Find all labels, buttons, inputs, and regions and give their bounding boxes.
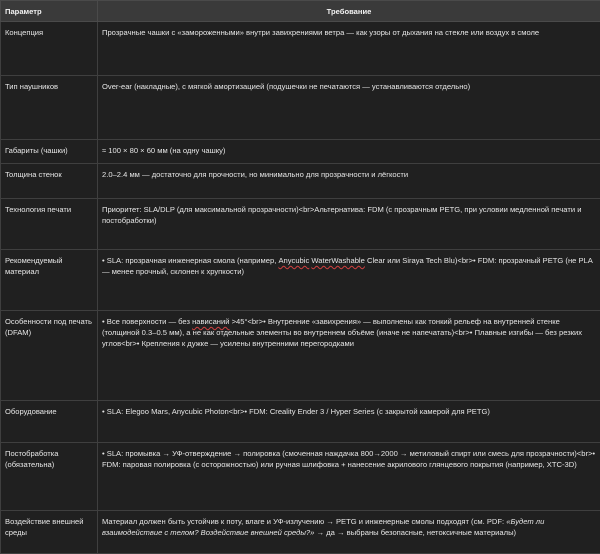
value-cell <box>98 511 600 554</box>
table-row <box>1 22 600 76</box>
value-cell: • SLA: промывка → УФ-отверждение → полировка (смоченная наждачка 800→2000 → метиловый спирт или смесь для прозрачности)<br>• FDM: паровая полировка (с осторожностью) или ручная шлифовка + нанесение акрилового глянцевого покрытия (например, XTC-3D) <box>98 443 600 511</box>
value-cell: Приоритет: SLA/DLP (для максимальной прозрачности)<br>Альтернатива: FDM (с прозрачным PETG, при условии медленной печати и постобработки) <box>98 199 600 250</box>
spellcheck-word: нависаний <box>192 317 229 326</box>
value-cell: • SLA: Elegoo Mars, Anycubic Photon<br>• FDM: Creality Ender 3 / Hyper Series (с закрытой камерой для PETG) <box>98 401 600 443</box>
header-row <box>1 1 600 22</box>
value-cell <box>98 250 600 311</box>
param-cell: Технология печати <box>1 199 98 250</box>
table-row <box>1 250 600 311</box>
header-requirement: Требование <box>98 1 600 22</box>
value-cell <box>98 311 600 401</box>
table-row <box>1 140 600 164</box>
param-cell: Рекомендуемый материал <box>1 250 98 311</box>
value-text: Материал должен быть устойчив к поту, влаге и УФ-излучению → PETG и инженерные смолы подходят (см. PDF: <box>102 517 506 526</box>
spellcheck-word: WaterWashable <box>311 256 364 265</box>
value-text: >45°<br>• Внутренние «завихрения» — выполнены как тонкий рельеф на внутренней стенке (толщиной 0.3–0.5 мм), а не как отдельные элементы во внутреннем объёме (иначе не напечатать)<br>• Плавные изгибы — без резких углов<br>• Крепления к дужке — усилены внутренними перегородками <box>102 317 582 348</box>
param-cell: Оборудование <box>1 401 98 443</box>
value-text: → да → выбраны безопасные, нетоксичные материалы) <box>314 528 516 537</box>
param-cell: Постобработка (обязательна) <box>1 443 98 511</box>
param-cell: Толщина стенок <box>1 164 98 199</box>
header-param: Параметр <box>1 1 98 22</box>
value-text: • SLA: прозрачная инженерная смола (например, <box>102 256 278 265</box>
table-row <box>1 401 600 443</box>
param-cell: Особенности под печать (DFAM) <box>1 311 98 401</box>
value-cell: 2.0–2.4 мм — достаточно для прочности, но минимально для прозрачности и лёгкости <box>98 164 600 199</box>
value-text: • Все поверхности — без <box>102 317 192 326</box>
value-cell: ≈ 100 × 80 × 60 мм (на одну чашку) <box>98 140 600 164</box>
param-cell: Воздействие внешней среды <box>1 511 98 554</box>
table-row <box>1 511 600 554</box>
value-cell: Over-ear (накладные), с мягкой амортизацией (подушечки не печатаются — устанавливаются отдельно) <box>98 76 600 140</box>
param-cell: Тип наушников <box>1 76 98 140</box>
value-text: Clear или Siraya Tech Blu)<br>• FDM: прозрачный PETG (не PLA — менее прочный, склонен к хрупкости) <box>102 256 592 276</box>
param-cell: Концепция <box>1 22 98 76</box>
table-row <box>1 164 600 199</box>
table-row <box>1 443 600 511</box>
table-row <box>1 311 600 401</box>
param-cell: Габариты (чашки) <box>1 140 98 164</box>
value-cell: Прозрачные чашки с «замороженными» внутри завихрениями ветра — как узоры от дыхания на стекле или воздух в смоле <box>98 22 600 76</box>
value-quote: «Будет ли взаимодействие с телом? Воздействие внешней среды?» <box>102 517 544 537</box>
spellcheck-word: Anycubic <box>278 256 309 265</box>
table-row <box>1 199 600 250</box>
table-row <box>1 76 600 140</box>
